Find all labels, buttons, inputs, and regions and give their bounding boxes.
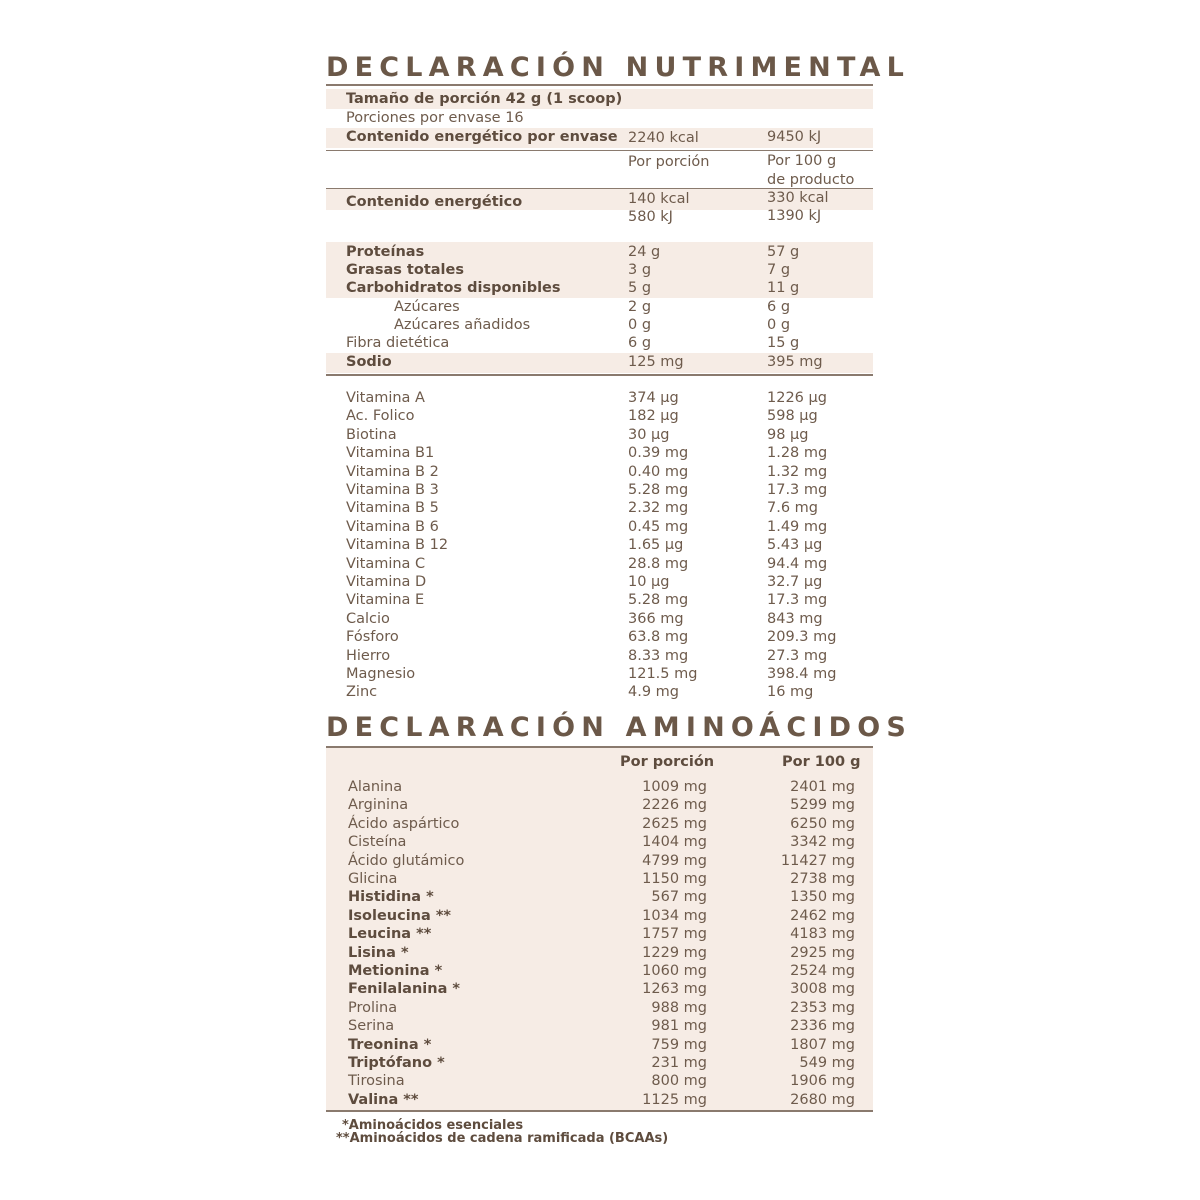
- vitamin-serving: 0.40 mg: [628, 464, 689, 480]
- col-per-serving: Por porción: [628, 154, 710, 170]
- vitamin-serving: 63.8 mg: [628, 629, 689, 645]
- vitamin-per100: 1.32 mg: [767, 464, 828, 480]
- energy-container-kj: 9450 kJ: [767, 129, 822, 145]
- vitamin-per100: 598 µg: [767, 408, 818, 424]
- vitamin-serving: 4.9 mg: [628, 684, 679, 700]
- macro-serving: 5 g: [628, 280, 652, 296]
- vitamin-per100: 17.3 mg: [767, 592, 828, 608]
- col-per-100g-line2: de producto: [767, 172, 855, 188]
- amino-serving: 981 mg: [651, 1018, 707, 1034]
- amino-serving: 800 mg: [651, 1073, 707, 1089]
- amino-name: Lisina *: [348, 945, 409, 961]
- amino-per100: 11427 mg: [780, 853, 855, 869]
- vitamin-per100: 1.49 mg: [767, 519, 828, 535]
- vitamin-name: Vitamina B 12: [346, 537, 449, 553]
- vitamin-name: Vitamina B 5: [346, 500, 439, 516]
- amino-name: Leucina **: [348, 926, 432, 942]
- macro-per100: 395 mg: [767, 354, 823, 370]
- vitamin-name: Vitamina B 6: [346, 519, 439, 535]
- col-per-100g: Por 100 g: [767, 153, 837, 169]
- vitamin-name: Magnesio: [346, 666, 416, 682]
- vitamin-name: Ac. Folico: [346, 408, 415, 424]
- vitamin-per100: 1.28 mg: [767, 445, 828, 461]
- amino-serving: 1229 mg: [642, 945, 707, 961]
- vitamin-per100: 16 mg: [767, 684, 814, 700]
- macro-name: Fibra dietética: [346, 335, 450, 351]
- amino-name: Tirosina: [348, 1073, 405, 1089]
- amino-serving: 759 mg: [651, 1037, 707, 1053]
- macro-serving: 0 g: [628, 317, 652, 333]
- vitamin-serving: 8.33 mg: [628, 648, 689, 664]
- amino-name: Alanina: [348, 779, 403, 795]
- amino-name: Treonina *: [348, 1037, 432, 1053]
- vitamin-name: Vitamina B 2: [346, 464, 439, 480]
- amino-serving: 988 mg: [651, 1000, 707, 1016]
- vitamin-name: Vitamina E: [346, 592, 425, 608]
- amino-per100: 1906 mg: [790, 1073, 855, 1089]
- amino-per100: 2336 mg: [790, 1018, 855, 1034]
- vitamin-name: Vitamina C: [346, 556, 426, 572]
- footnote-bcaa: **Aminoácidos de cadena ramificada (BCAAs): [336, 1131, 669, 1146]
- amino-per100: 3008 mg: [790, 981, 855, 997]
- energy-per100-kcal: 330 kcal: [767, 190, 829, 206]
- vitamin-per100: 27.3 mg: [767, 648, 828, 664]
- vitamin-serving: 121.5 mg: [628, 666, 698, 682]
- rule-header: [326, 150, 873, 151]
- macro-serving: 24 g: [628, 244, 661, 260]
- vitamin-serving: 0.45 mg: [628, 519, 689, 535]
- amino-name: Fenilalanina *: [348, 981, 460, 997]
- vitamin-per100: 7.6 mg: [767, 500, 818, 516]
- amino-name: Serina: [348, 1018, 395, 1034]
- amino-per100: 2925 mg: [790, 945, 855, 961]
- vitamin-serving: 5.28 mg: [628, 592, 689, 608]
- amino-per100: 1350 mg: [790, 889, 855, 905]
- amino-serving: 1034 mg: [642, 908, 707, 924]
- vitamin-name: Vitamina D: [346, 574, 427, 590]
- amino-name: Triptófano *: [348, 1055, 445, 1071]
- rule-sodium: [326, 374, 873, 376]
- amino-name: Ácido glutámico: [348, 853, 465, 869]
- amino-name: Prolina: [348, 1000, 398, 1016]
- macro-name: Sodio: [346, 354, 392, 370]
- vitamin-serving: 30 µg: [628, 427, 670, 443]
- vitamin-per100: 398.4 mg: [767, 666, 837, 682]
- amino-serving: 1009 mg: [642, 779, 707, 795]
- vitamin-serving: 2.32 mg: [628, 500, 689, 516]
- vitamin-serving: 5.28 mg: [628, 482, 689, 498]
- amino-serving: 1150 mg: [642, 871, 707, 887]
- amino-per100: 4183 mg: [790, 926, 855, 942]
- rule-amino-top: [326, 746, 873, 748]
- macro-per100: 6 g: [767, 299, 791, 315]
- amino-serving: 1263 mg: [642, 981, 707, 997]
- amino-name: Glicina: [348, 871, 398, 887]
- amino-serving: 2625 mg: [642, 816, 707, 832]
- amino-per100: 2680 mg: [790, 1092, 855, 1108]
- amino-per100: 2524 mg: [790, 963, 855, 979]
- amino-name: Histidina *: [348, 889, 434, 905]
- macro-serving: 2 g: [628, 299, 652, 315]
- amino-col-per-serving: Por porción: [620, 754, 715, 770]
- energy-serving-kcal: 140 kcal: [628, 191, 690, 207]
- amino-per100: 2738 mg: [790, 871, 855, 887]
- energy-label: Contenido energético: [346, 194, 523, 210]
- vitamin-serving: 366 mg: [628, 611, 684, 627]
- nutrition-title: DECLARACIÓN NUTRIMENTAL: [326, 52, 910, 83]
- macro-name: Azúcares añadidos: [394, 317, 531, 333]
- vitamin-per100: 843 mg: [767, 611, 823, 627]
- vitamin-per100: 17.3 mg: [767, 482, 828, 498]
- macro-per100: 0 g: [767, 317, 791, 333]
- amino-name: Arginina: [348, 797, 409, 813]
- vitamin-serving: 10 µg: [628, 574, 670, 590]
- rule-top: [326, 84, 873, 86]
- amino-per100: 549 mg: [799, 1055, 855, 1071]
- amino-serving: 1060 mg: [642, 963, 707, 979]
- amino-name: Cisteína: [348, 834, 407, 850]
- amino-serving: 1404 mg: [642, 834, 707, 850]
- energy-serving-kj: 580 kJ: [628, 209, 673, 225]
- energy-container-label: Contenido energético por envase: [346, 129, 618, 145]
- vitamin-per100: 209.3 mg: [767, 629, 837, 645]
- vitamin-name: Vitamina B1: [346, 445, 435, 461]
- vitamin-name: Biotina: [346, 427, 397, 443]
- macro-name: Azúcares: [394, 299, 460, 315]
- macro-serving: 125 mg: [628, 354, 684, 370]
- amino-name: Metionina *: [348, 963, 443, 979]
- macro-per100: 57 g: [767, 244, 800, 260]
- amino-name: Ácido aspártico: [348, 816, 460, 832]
- vitamin-serving: 28.8 mg: [628, 556, 689, 572]
- amino-name: Valina **: [348, 1092, 419, 1108]
- amino-per100: 6250 mg: [790, 816, 855, 832]
- vitamin-serving: 374 µg: [628, 390, 679, 406]
- amino-serving: 2226 mg: [642, 797, 707, 813]
- vitamin-name: Hierro: [346, 648, 391, 664]
- amino-per100: 2401 mg: [790, 779, 855, 795]
- macro-serving: 6 g: [628, 335, 652, 351]
- amino-serving: 1757 mg: [642, 926, 707, 942]
- amino-per100: 2462 mg: [790, 908, 855, 924]
- macro-serving: 3 g: [628, 262, 652, 278]
- vitamin-name: Fósforo: [346, 629, 399, 645]
- energy-container-kcal: 2240 kcal: [628, 130, 699, 146]
- macro-name: Carbohidratos disponibles: [346, 280, 561, 296]
- vitamin-per100: 5.43 µg: [767, 537, 823, 553]
- amino-title: DECLARACIÓN AMINOÁCIDOS: [326, 712, 913, 743]
- amino-per100: 3342 mg: [790, 834, 855, 850]
- vitamin-serving: 0.39 mg: [628, 445, 689, 461]
- macro-per100: 7 g: [767, 262, 791, 278]
- vitamin-per100: 1226 µg: [767, 390, 827, 406]
- vitamin-per100: 32.7 µg: [767, 574, 823, 590]
- amino-per100: 2353 mg: [790, 1000, 855, 1016]
- macro-name: Grasas totales: [346, 262, 464, 278]
- amino-serving: 4799 mg: [642, 853, 707, 869]
- amino-col-per-100g: Por 100 g: [782, 754, 861, 770]
- serving-size: Tamaño de porción 42 g (1 scoop): [346, 91, 623, 107]
- macro-per100: 11 g: [767, 280, 800, 296]
- vitamin-name: Zinc: [346, 684, 378, 700]
- vitamin-per100: 94.4 mg: [767, 556, 828, 572]
- macro-per100: 15 g: [767, 335, 800, 351]
- amino-name: Isoleucina **: [348, 908, 452, 924]
- footnote-essential: *Aminoácidos esenciales: [342, 1118, 524, 1133]
- vitamin-name: Vitamina B 3: [346, 482, 439, 498]
- vitamin-serving: 182 µg: [628, 408, 679, 424]
- amino-per100: 1807 mg: [790, 1037, 855, 1053]
- amino-serving: 567 mg: [651, 889, 707, 905]
- amino-per100: 5299 mg: [790, 797, 855, 813]
- amino-serving: 1125 mg: [642, 1092, 707, 1108]
- amino-serving: 231 mg: [651, 1055, 707, 1071]
- vitamin-serving: 1.65 µg: [628, 537, 684, 553]
- vitamin-name: Calcio: [346, 611, 390, 627]
- rule-amino-bottom: [326, 1110, 873, 1112]
- servings-per-container: Porciones por envase 16: [346, 110, 524, 126]
- macro-name: Proteínas: [346, 244, 425, 260]
- vitamin-name: Vitamina A: [346, 390, 425, 406]
- vitamin-per100: 98 µg: [767, 427, 809, 443]
- energy-per100-kj: 1390 kJ: [767, 208, 822, 224]
